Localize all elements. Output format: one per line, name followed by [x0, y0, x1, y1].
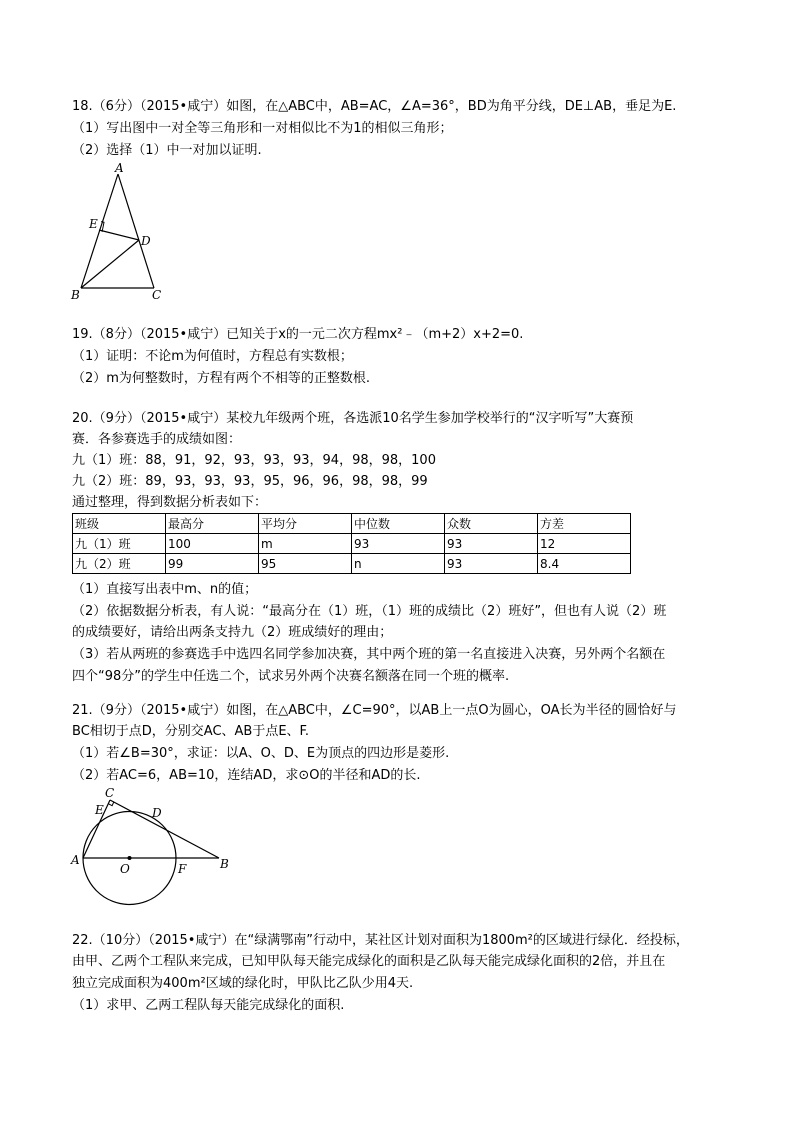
table-header-cell: 方差 — [538, 514, 631, 534]
q20-table-intro: 通过整理，得到数据分析表如下： — [72, 495, 268, 510]
q20-part3-line2: 四个“98分”的学生中任选二个，试求另外两个决赛名额落在同一个班的概率. — [72, 669, 510, 684]
q20-class2-scores: 九（2）班：89，93，93，93，95，96，96，98，98，99 — [72, 474, 428, 489]
q20-stem-line1: 20.（9分）（2015•咸宁）某校九年级两个班，各选派10名学生参加学校举行的“汉字听写”大赛预 — [72, 411, 634, 426]
label-e: E — [95, 803, 104, 817]
q22-stem-line1: 22.（10分）（2015•咸宁）在“绿满鄂南”行动中，某社区计划对面积为1800m²的区域进行绿化．经投标， — [72, 933, 689, 948]
q20-part2-line1: （2）依据数据分析表，有人说：“最高分在（1）班，（1）班的成绩比（2）班好”，但也有人说（2）班 — [72, 604, 667, 619]
label-a: A — [115, 161, 124, 175]
q21-part2: （2）若AC=6，AB=10，连结AD，求⊙O的半径和AD的长. — [72, 768, 421, 783]
table-cell: 100 — [166, 534, 259, 554]
table-row — [73, 534, 631, 554]
label-o: O — [120, 862, 130, 876]
table-header-cell: 众数 — [445, 514, 538, 534]
q20-part1: （1）直接写出表中m、n的值； — [72, 582, 258, 597]
label-b: B — [71, 288, 80, 302]
label-c: C — [152, 288, 162, 302]
q18-part2: （2）选择（1）中一对加以证明. — [72, 143, 262, 158]
triangle-abc-figure — [68, 160, 178, 305]
q20-stem-line2: 赛．各参赛选手的成绩如图： — [72, 432, 242, 447]
table-cell: m — [259, 534, 352, 554]
table-cell: n — [352, 554, 445, 574]
q22-stem-line2: 由甲、乙两个工程队来完成，已知甲队每天能完成绿化的面积是乙队每天能完成绿化面积的2倍，并且在 — [72, 954, 666, 969]
label-d: D — [152, 806, 162, 820]
table-cell: 8.4 — [538, 554, 631, 574]
q19-stem: 19.（8分）（2015•咸宁）已知关于x的一元二次方程mx²﹣（m+2）x+2=0. — [72, 327, 524, 342]
table-cell: 93 — [445, 534, 538, 554]
q22-part1: （1）求甲、乙两工程队每天能完成绿化的面积. — [72, 998, 345, 1013]
q21-part1: （1）若∠B=30°，求证：以A、O、D、E为顶点的四边形是菱形. — [72, 746, 450, 761]
segment-bd — [81, 240, 139, 288]
q21-stem-line2: BC相切于点D，分别交AC、AB于点E、F. — [72, 724, 310, 739]
side-cb — [110, 800, 219, 858]
table-header-cell: 平均分 — [259, 514, 352, 534]
circle-tangent-figure — [68, 786, 238, 911]
table-cell: 93 — [445, 554, 538, 574]
table-cell: 95 — [259, 554, 352, 574]
side-ab — [81, 174, 118, 288]
table-row — [73, 554, 631, 574]
table-header-cell: 中位数 — [352, 514, 445, 534]
table-cell: 九（1）班 — [73, 534, 166, 554]
table-cell: 93 — [352, 534, 445, 554]
center-point — [128, 856, 132, 860]
q19-part2: （2）m为何整数时，方程有两个不相等的正整数根. — [72, 371, 371, 386]
q18-part1: （1）写出图中一对全等三角形和一对相似比不为1的相似三角形； — [72, 121, 453, 136]
label-f: F — [178, 862, 187, 876]
table-header-cell: 最高分 — [166, 514, 259, 534]
q21-stem-line1: 21.（9分）（2015•咸宁）如图，在△ABC中，∠C=90°，以AB上一点O为圆心，OA长为半径的圆恰好与 — [72, 703, 677, 718]
data-analysis-table — [72, 513, 631, 574]
label-a: A — [71, 853, 80, 867]
table-cell: 九（2）班 — [73, 554, 166, 574]
q19-part1: （1）证明：不论m为何值时，方程总有实数根； — [72, 349, 353, 364]
table-cell: 99 — [166, 554, 259, 574]
q20-class1-scores: 九（1）班：88，91，92，93，93，93，94，98，98，100 — [72, 453, 436, 468]
segment-de — [99, 230, 139, 240]
table-header-cell: 班级 — [73, 514, 166, 534]
label-b: B — [220, 857, 229, 871]
q20-part2-line2: 的成绩要好，请给出两条支持九（2）班成绩好的理由； — [72, 625, 393, 640]
label-c: C — [105, 786, 115, 800]
q20-part3-line1: （3）若从两班的参赛选手中选四名同学参加决赛，其中两个班的第一名直接进入决赛，另外两个名额在 — [72, 647, 666, 662]
side-ac — [118, 174, 154, 288]
label-d: D — [141, 234, 151, 248]
label-e: E — [89, 217, 98, 231]
table-header-row — [73, 514, 631, 534]
q22-stem-line3: 独立完成面积为400m²区域的绿化时，甲队比乙队少用4天. — [72, 976, 414, 991]
table-cell: 12 — [538, 534, 631, 554]
q18-stem: 18.（6分）（2015•咸宁）如图，在△ABC中，AB=AC，∠A=36°，BD为角平分线，DE⊥AB，垂足为E. — [72, 99, 677, 114]
